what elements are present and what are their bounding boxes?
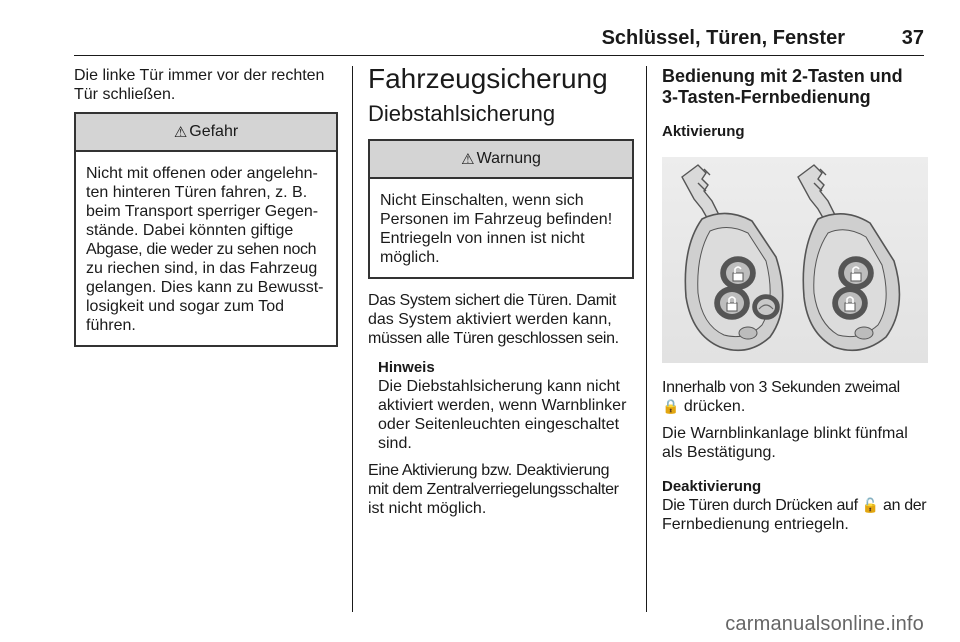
text-line: Eine Aktivierung bzw. Deaktivierung [368, 462, 610, 479]
danger-header [76, 114, 336, 152]
text-line: das System aktiviert werden kann, [368, 311, 612, 328]
warning-title: Warnung [476, 150, 541, 167]
note-title: Hinweis [378, 359, 435, 376]
activation-title: Aktivierung [662, 123, 745, 140]
lock-symbol-icon: 🔒 [662, 398, 680, 414]
header-title: Schlüssel, Türen, Fenster [601, 27, 845, 49]
system-paragraph [368, 291, 634, 348]
column-divider [646, 66, 647, 612]
danger-line: Abgase, die weder zu sehen noch [86, 241, 317, 258]
danger-line: zu riechen sind, in das Fahrzeug [86, 260, 318, 277]
warning-line: Entriegeln von innen ist nicht [380, 230, 585, 247]
warning-triangle-icon: ⚠ [173, 124, 188, 141]
danger-line: Nicht mit offenen oder angelehn- [86, 165, 318, 182]
danger-box [74, 112, 338, 347]
text-line: Das System sichert die Türen. Damit [368, 292, 616, 309]
deactivation-text [662, 496, 928, 534]
remote-heading-line: 3-Tasten-Fernbedienung [662, 87, 871, 107]
text-line: ist nicht möglich. [368, 500, 487, 517]
column-right [662, 66, 928, 534]
danger-text [76, 152, 336, 345]
remote-heading-line: Bedienung mit 2-Tasten und [662, 66, 903, 86]
column-left [74, 66, 338, 347]
text-line: oder Seitenleuchten eingeschaltet [378, 416, 620, 433]
danger-line: ten hinteren Türen fahren, z. B. [86, 184, 308, 201]
section-heading: Fahrzeugsicherung [368, 63, 608, 94]
text-line: aktiviert werden, wenn Warnblinker [378, 397, 627, 414]
text-line: als Bestätigung. [662, 444, 776, 461]
warning-header [370, 141, 632, 179]
remote-key-fob-illustration [662, 157, 928, 363]
switch-paragraph [368, 461, 634, 518]
text-line [662, 496, 928, 515]
warning-line: Nicht Einschalten, wenn sich [380, 192, 584, 209]
warning-box [368, 139, 634, 279]
text-line: müssen alle Türen geschlossen sein. [368, 330, 619, 347]
text-line: mit dem Zentralverriegelungsschalter [368, 481, 619, 498]
page-number: 37 [901, 27, 924, 49]
column-divider [352, 66, 353, 612]
deactivation-title: Deaktivierung [662, 478, 762, 495]
warning-line: Personen im Fahrzeug befinden! [380, 211, 613, 228]
danger-line: gelangen. Dies kann zu Bewusst- [86, 279, 324, 296]
text-fragment: an der [883, 497, 927, 514]
text-line: Die Warnblinkanlage blinkt fünfmal [662, 425, 908, 442]
text-line: Innerhalb von 3 Sekunden zweimal [662, 379, 900, 396]
text-line: sind. [378, 435, 412, 452]
warning-text [370, 179, 632, 277]
text-line: Fernbedienung entriegeln. [662, 516, 849, 533]
unlock-symbol-icon: 🔓 [861, 497, 879, 513]
danger-title: Gefahr [189, 123, 239, 140]
watermark: carmanualsonline.info [725, 613, 924, 635]
text-line: Die Diebstahlsicherung kann nicht [378, 378, 620, 395]
danger-line: beim Transport sperriger Gegen- [86, 203, 319, 220]
activation-text [662, 378, 928, 416]
text-line [662, 397, 928, 416]
danger-line: führen. [86, 317, 136, 334]
danger-line: losigkeit und sogar zum Tod [86, 298, 285, 315]
note-block [368, 358, 634, 453]
warning-line: möglich. [380, 249, 440, 266]
door-close-note: Die linke Tür immer vor der rechten Tür schließen. [74, 67, 325, 103]
subsection-heading: Diebstahlsicherung [368, 101, 556, 126]
danger-line: stände. Dabei könnten giftige [86, 222, 294, 239]
header-rule [74, 55, 924, 56]
warning-triangle-icon: ⚠ [461, 151, 475, 168]
confirm-text [662, 424, 928, 462]
text-fragment: drücken. [683, 398, 746, 415]
column-middle [368, 62, 634, 518]
text-fragment: Die Türen durch Drücken auf [662, 497, 858, 514]
